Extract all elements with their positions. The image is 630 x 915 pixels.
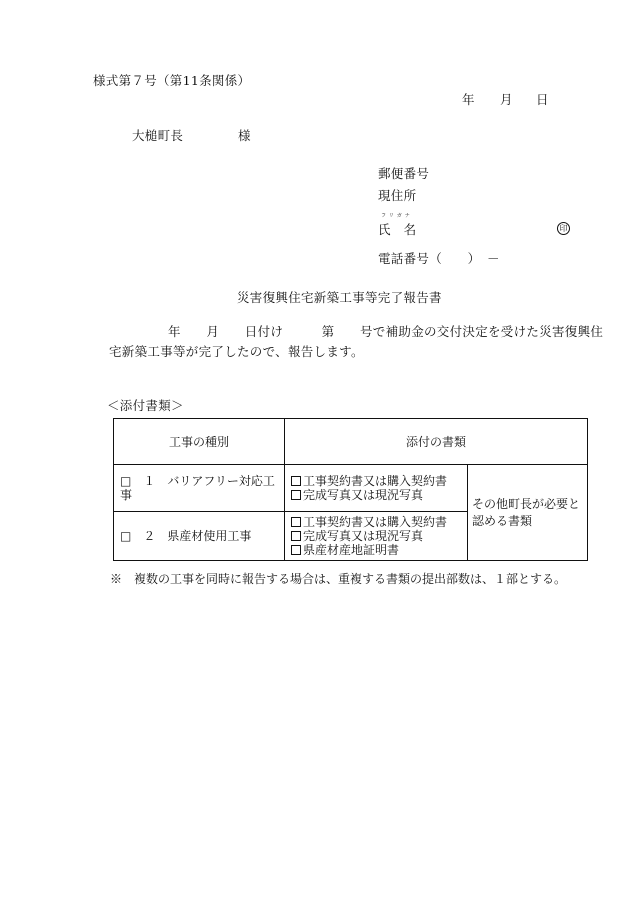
- postal-code-label: 郵便番号: [378, 166, 430, 181]
- date-day: 日: [536, 92, 549, 107]
- body-line-2: 宅新築工事等が完了したので、報告します。: [109, 344, 364, 359]
- seal-mark: 印: [557, 222, 570, 235]
- table-header-row: [114, 419, 588, 465]
- date-month: 月: [500, 92, 513, 107]
- checkbox-icon: [291, 476, 301, 486]
- document-item: 完成写真又は現況写真: [291, 488, 461, 502]
- document-item: 工事契約書又は購入契約書: [291, 474, 461, 488]
- furigana-label: フリガナ: [381, 213, 413, 219]
- name-label: 氏 名: [378, 222, 417, 237]
- document-item: 工事契約書又は購入契約書: [291, 515, 461, 529]
- checkbox-icon: [291, 531, 301, 541]
- addressee-name: 大槌町長: [132, 128, 184, 143]
- date-year: 年: [462, 92, 475, 107]
- documents-cell: [285, 465, 468, 512]
- checkbox-icon: [291, 490, 301, 500]
- address-label: 現住所: [378, 188, 417, 203]
- work-type-barrier-free: □ １ バリアフリー対応工事: [114, 465, 285, 512]
- body-line-1: 年 月 日付け 第 号で補助金の交付決定を受けた災害復興住: [168, 324, 604, 339]
- checkbox-icon: [291, 517, 301, 527]
- document-item: 完成写真又は現況写真: [291, 529, 461, 543]
- document-item: 県産材産地証明書: [291, 543, 461, 557]
- checkbox-icon: [291, 545, 301, 555]
- work-type-prefectural-timber: □ ２ 県産材使用工事: [114, 512, 285, 561]
- header-work-type: 工事の種別: [114, 419, 285, 465]
- attachments-table: [113, 418, 588, 561]
- footnote: ※ 複数の工事を同時に報告する場合は、重複する書類の提出部数は、１部とする。: [110, 572, 567, 586]
- header-attached-documents: 添付の書類: [285, 419, 588, 465]
- attachments-heading: ＜添付書類＞: [107, 398, 184, 413]
- other-documents-cell: その他町長が必要と認める書類: [468, 465, 588, 561]
- documents-cell: [285, 512, 468, 561]
- phone-label: 電話番号（ ） －: [378, 251, 500, 266]
- addressee-honorific: 様: [238, 128, 251, 143]
- document-title: 災害復興住宅新築工事等完了報告書: [237, 290, 442, 305]
- table-row: [114, 465, 588, 512]
- form-number: 様式第７号（第11条関係）: [93, 73, 251, 88]
